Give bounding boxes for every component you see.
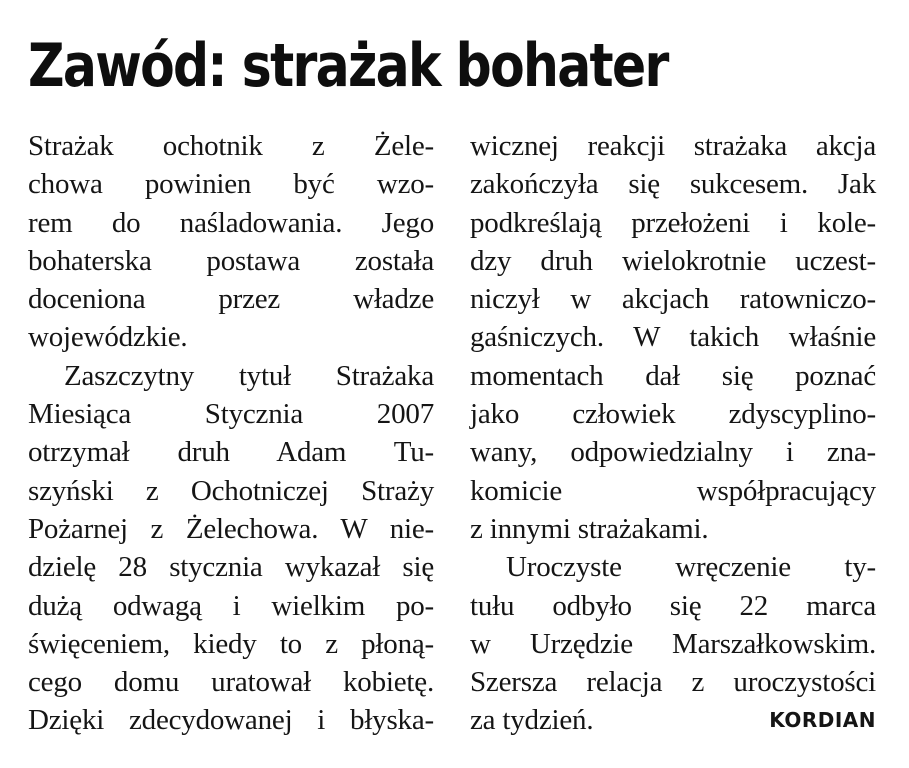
article-text-line: momentach dał się poznać bbox=[470, 359, 876, 392]
article-text-line: rem do naśladowania. Jego bbox=[28, 206, 434, 239]
article-signoff-line bbox=[470, 701, 876, 739]
article-text-line: Pożarnej z Żelechowa. W nie- bbox=[28, 512, 434, 545]
article-text-line: za tydzień. bbox=[470, 704, 594, 737]
article-text-line: wicznej reakcji strażaka akcja bbox=[470, 130, 876, 162]
article-text-line: wany, odpowiedzialny i zna- bbox=[470, 436, 876, 469]
article-text-line: wojewódzkie. bbox=[28, 321, 188, 354]
article-headline: Zawód: strażak bohater bbox=[28, 31, 668, 101]
article-column-left bbox=[28, 127, 434, 740]
article-text-line: Zaszczytny tytuł Strażaka bbox=[64, 359, 434, 392]
article-text-line: niczył w akcjach ratowniczo- bbox=[470, 283, 876, 316]
article-text-line: doceniona przez władze bbox=[28, 283, 434, 316]
article-text-line: święceniem, kiedy to z płoną- bbox=[28, 627, 434, 660]
article-text-line: bohaterska postawa została bbox=[28, 244, 434, 277]
article-text-line: gaśniczych. W takich właśnie bbox=[470, 321, 876, 354]
article-text-line: otrzymał druh Adam Tu- bbox=[28, 436, 434, 469]
article-text-line: Dzięki zdecydowanej i błyska- bbox=[28, 704, 434, 737]
article-text-line: dzy druh wielokrotnie uczest- bbox=[470, 244, 876, 277]
article-text-line: chowa powinien być wzo- bbox=[28, 168, 434, 201]
article-text-line: z innymi strażakami. bbox=[470, 512, 709, 545]
author-signature: KORDIAN bbox=[769, 708, 876, 733]
article-text-line: zakończyła się sukcesem. Jak bbox=[470, 168, 876, 201]
article-text-line: dzielę 28 stycznia wykazał się bbox=[28, 551, 434, 584]
article-text-line: podkreślają przełożeni i kole- bbox=[470, 206, 876, 239]
article-text-line: Strażak ochotnik z Żele- bbox=[28, 130, 434, 162]
article-text-line: tułu odbyło się 22 marca bbox=[470, 589, 876, 622]
article-text-line: jako człowiek zdyscyplino- bbox=[470, 398, 876, 431]
article-text-line: Szersza relacja z uroczystości bbox=[470, 666, 876, 699]
article-text-line: komicie współpracujący bbox=[470, 474, 876, 507]
article-text-line: Miesiąca Stycznia 2007 bbox=[28, 398, 434, 431]
article-text-line: Uroczyste wręczenie ty- bbox=[506, 551, 876, 584]
article-column-right bbox=[470, 127, 876, 740]
article-text-line: cego domu uratował kobietę. bbox=[28, 666, 434, 699]
article-text-line: szyński z Ochotniczej Straży bbox=[28, 474, 434, 507]
article-text-line: dużą odwagą i wielkim po- bbox=[28, 589, 434, 622]
article-text-line: w Urzędzie Marszałkowskim. bbox=[470, 627, 876, 660]
